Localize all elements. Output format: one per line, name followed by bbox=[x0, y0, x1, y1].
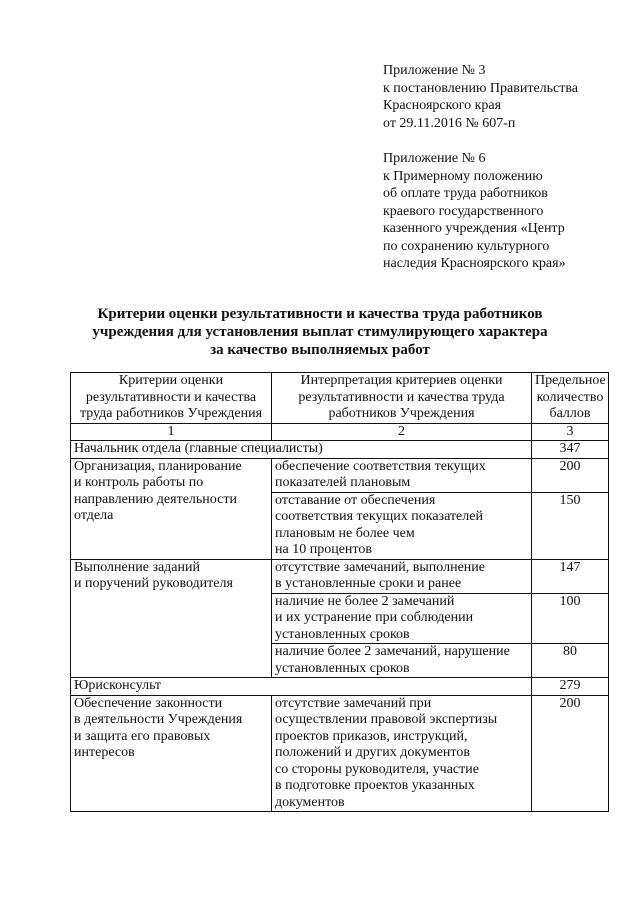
criterion-cell: Обеспечение законности в деятельности Учреждения и защита его правовых интересов bbox=[71, 695, 272, 812]
points-cell: 80 bbox=[532, 644, 609, 678]
appendix-3-line: Красноярского края bbox=[383, 98, 502, 113]
interpretation-cell: обеспечение соответствия текущих показателей плановым bbox=[272, 458, 532, 492]
column-number: 1 bbox=[71, 423, 272, 441]
interpretation-cell: наличие не более 2 замечаний и их устранение при соблюдении установленных сроков bbox=[272, 593, 532, 644]
section-title: Начальник отдела (главные специалисты) bbox=[71, 441, 532, 459]
appendix-3-line: Приложение № 3 bbox=[383, 63, 486, 78]
interpretation-cell: отсутствие замечаний при осуществлении правовой экспертизы проектов приказов, инструкций, положений и других документов со стороны руководителя, участие в подготовке проектов указанных документов bbox=[272, 695, 532, 812]
section-total: 279 bbox=[532, 678, 609, 696]
appendix-6-line: краевого государственного bbox=[383, 203, 544, 219]
column-number: 3 bbox=[532, 423, 609, 441]
section-row-head-of-department bbox=[71, 441, 609, 459]
points-cell: 100 bbox=[532, 593, 609, 644]
appendix-6-line: наследия Красноярского края» bbox=[383, 256, 566, 271]
points-cell: 147 bbox=[532, 559, 609, 593]
appendix-6-block bbox=[383, 150, 566, 273]
appendix-3-line: к постановлению Правительства bbox=[383, 80, 579, 96]
interpretation-cell: отставание от обеспечения соответствия текущих показателей плановым не более чем на 10 процентов bbox=[272, 492, 532, 559]
column-number-row bbox=[71, 423, 609, 441]
title-line: за качество выполняемых работ bbox=[210, 342, 430, 358]
document-title bbox=[0, 305, 640, 359]
appendix-6-line: по сохранению культурного bbox=[383, 238, 550, 254]
section-row-legal-counsel bbox=[71, 678, 609, 696]
table-header-row bbox=[71, 373, 609, 424]
criterion-cell: Организация, планирование и контроль работы по направлению деятельности отдела bbox=[71, 458, 272, 559]
header-criteria: Критерии оценки результативности и качества труда работников Учреждения bbox=[71, 373, 272, 424]
table-row bbox=[71, 559, 609, 593]
appendix-3-block bbox=[383, 62, 578, 132]
title-line: Критерии оценки результативности и качества труда работников bbox=[97, 306, 543, 322]
interpretation-cell: наличие более 2 замечаний, нарушение установленных сроков bbox=[272, 644, 532, 678]
column-number: 2 bbox=[272, 423, 532, 441]
criteria-table bbox=[70, 372, 609, 812]
appendix-6-line: об оплате труда работников bbox=[383, 186, 548, 201]
points-cell: 200 bbox=[532, 458, 609, 492]
interpretation-cell: отсутствие замечаний, выполнение в установленные сроки и ранее bbox=[272, 559, 532, 593]
appendix-3-line: от 29.11.2016 № 607-п bbox=[383, 115, 516, 131]
header-interpretation: Интерпретация критериев оценки результативности и качества труда работников Учреждения bbox=[272, 373, 532, 424]
title-line: учреждения для установления выплат стимулирующего характера bbox=[92, 324, 548, 340]
section-total: 347 bbox=[532, 441, 609, 459]
appendix-6-line: к Примерному положению bbox=[383, 168, 543, 184]
table-row bbox=[71, 458, 609, 492]
appendix-6-line: казенного учреждения «Центр bbox=[383, 221, 565, 236]
criterion-cell: Выполнение заданий и поручений руководителя bbox=[71, 559, 272, 678]
header-max-points: Предельное количество баллов bbox=[532, 373, 609, 424]
table-row bbox=[71, 695, 609, 812]
points-cell: 200 bbox=[532, 695, 609, 812]
section-title: Юрисконсульт bbox=[71, 678, 532, 696]
appendix-6-line: Приложение № 6 bbox=[383, 151, 486, 166]
points-cell: 150 bbox=[532, 492, 609, 559]
